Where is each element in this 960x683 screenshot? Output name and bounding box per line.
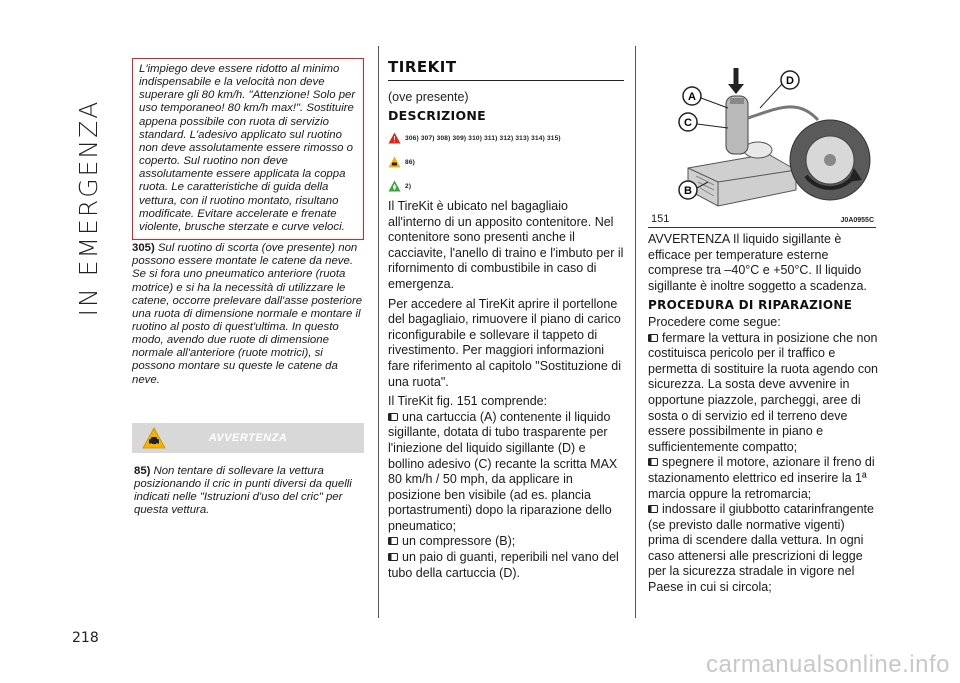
column-left <box>132 58 364 517</box>
note-85-number: 85) <box>134 464 151 477</box>
label-b: B <box>684 185 692 197</box>
figure-caption: 151 <box>651 213 670 225</box>
bullet-icon <box>648 334 658 342</box>
column-divider <box>635 46 636 618</box>
bullet-icon <box>648 458 658 466</box>
bullet-icon <box>388 537 398 545</box>
red-box-text: L'impiego deve essere ridotto al minimo indispensabile e la velocità non deve superare gli 80 km/h. "Attenzione! Solo per uso temporaneo! 80 km/h max!". Sostituire appena possibile con ruota di servizio standard. L'adesivo applicato sul ruotino non deve assolutamente essere rimosso o coperto. Sul ruotino non deve assolutamente essere applicata la coppa ruota. Le caratteristiche di guida della vettura, con il ruotino montato, risultano modificate. Evitare accelerate e frenate violente, brusche sterzate e curve veloci. <box>139 63 356 233</box>
tirekit-figure <box>648 58 876 228</box>
list-item: una cartuccia (A) contenente il liquido sigillante, dotata di tubo trasparente per l'iniezione del liquido sigillante (D) e bollino adesivo (C) recante la scritta MAX 80 km/h / 50 mph, da applicare in posizione ben visibile (ad es. plancia portastrumenti) dopo la riparazione dello pneumatico; <box>388 409 618 533</box>
car-caution-small-icon <box>388 156 401 168</box>
section-heading-descrizione: DESCRIZIONE <box>388 108 487 123</box>
tirekit-description <box>388 199 624 581</box>
figure-code: J0A0955C <box>840 217 874 224</box>
label-a: A <box>688 91 696 103</box>
note-85 <box>132 465 364 518</box>
section-title-tirekit: TIREKIT <box>388 58 624 81</box>
list-item: un paio di guanti, reperibili nel vano del tubo della cartuccia (D). <box>388 550 619 580</box>
label-d: D <box>786 75 794 87</box>
chapter-side-title: IN EMERGENZA <box>73 99 103 317</box>
page-number: 218 <box>72 630 99 646</box>
environment-refs: 2) <box>405 182 412 190</box>
warning-refs-row <box>388 129 624 147</box>
column-middle <box>388 58 624 581</box>
column-divider <box>378 46 379 618</box>
bullet-icon <box>388 413 398 421</box>
environment-leaf-icon <box>388 180 401 192</box>
bullet-icon <box>648 505 658 513</box>
paragraph: Il TireKit è ubicato nel bagagliaio all'interno di un apposito contenitore. Nel contenitore sono presenti anche il cacciavite, l'anello di traino e l'imbuto per il rifornimento di combustibile in caso di emergenza. <box>388 199 624 291</box>
environment-refs-row <box>388 177 624 195</box>
tirekit-subtitle: (ove presente) <box>388 90 469 104</box>
paragraph: AVVERTENZA Il liquido sigillante è efficace per temperature esterne comprese tra –40°C e +50°C. Il liquido sigillante è inoltre soggetto a scadenza. <box>648 232 867 293</box>
paragraph: Procedere come segue: <box>648 314 781 329</box>
bullet-icon <box>388 553 398 561</box>
caution-refs: 86) <box>405 158 415 166</box>
label-c: C <box>684 117 692 129</box>
paragraph: Per accedere al TireKit aprire il portellone del bagagliaio, rimuovere il piano di carico riconfigurabile e sollevare il tappeto di rivestimento. Per maggiori informazioni fare riferimento al capitolo "Sostituzione di una ruota". <box>388 296 622 389</box>
paragraph: Il TireKit fig. 151 comprende: <box>388 394 548 409</box>
tirekit-illustration <box>648 58 876 216</box>
warning-refs: 306) 307) 308) 309) 310) 311) 312) 313) 314) 315) <box>405 134 561 142</box>
note-305 <box>132 242 364 387</box>
list-item: fermare la vettura in posizione che non costituisca pericolo per il traffico e permetta di sostituire la ruota agendo con sicurezza. La sosta deve avvenire in opportune piazzole, parcheggi, aree di sosta o di servizio ed il terreno deve essere possibilmente in piano e sufficientemente compatto; <box>648 330 878 454</box>
repair-procedure <box>648 232 878 596</box>
caution-refs-row <box>388 153 624 171</box>
red-warning-box <box>132 58 364 240</box>
warning-title: AVVERTENZA <box>208 431 288 444</box>
watermark: carmanualsonline.info <box>706 651 950 678</box>
note-85-text: Non tentare di sollevare la vettura posizionando il cric in punti diversi da quelli indicati nelle "Istruzioni d'uso del cric" per questa vettura. <box>134 464 352 517</box>
list-item: un compressore (B); <box>388 534 624 550</box>
danger-triangle-icon <box>388 132 401 144</box>
list-item: spegnere il motore, azionare il freno di stazionamento elettrico ed inserire la 1ª marcia oppure la retromarcia; <box>648 455 875 501</box>
car-caution-icon <box>142 427 166 449</box>
section-heading-procedura: PROCEDURA DI RIPARAZIONE <box>648 298 853 313</box>
note-305-number: 305) <box>132 242 155 255</box>
warning-header-bar <box>132 423 364 453</box>
column-right <box>648 58 878 596</box>
note-305-text: Sul ruotino di scorta (ove presente) non possono essere montate le catene da neve. Se si fora uno pneumatico anteriore (ruota motrice) e si ha la necessità di utilizzare le catene, occorre prelevare dall'asse posteriore una ruota di dimensione normale e montare il ruotino al posto di quest'ultima. In questo modo, avendo due ruote di dimensione normale all'anteriore (ruote motrici), si possono montare su queste le catene da neve. <box>132 242 363 386</box>
list-item: indossare il giubbotto catarinfrangente (se previsto dalle normative vigenti) prima di scendere dalla vettura. In ogni caso attenersi alle prescrizioni di legge per la sicurezza stradale in vigore nel Paese in cui si circola; <box>648 502 874 595</box>
